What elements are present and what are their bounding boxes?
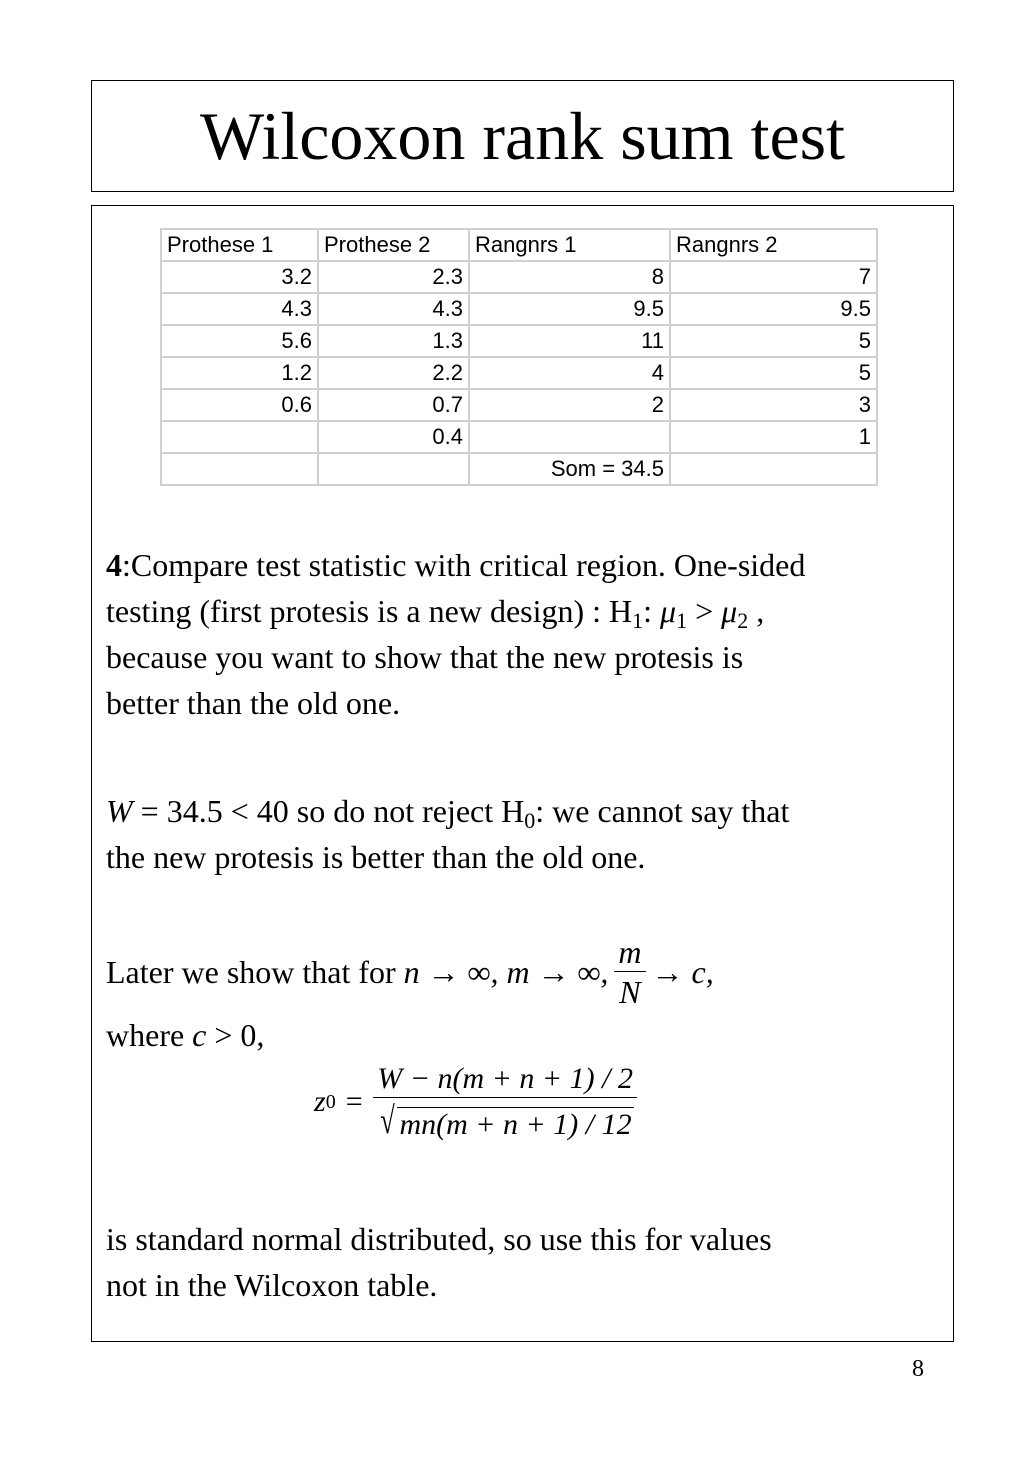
formula-denominator	[373, 1098, 638, 1140]
table-cell	[161, 421, 318, 453]
paragraph-normal-distribution	[106, 1216, 772, 1308]
w-symbol: W	[106, 793, 133, 829]
page-number: 8	[912, 1356, 924, 1382]
text-span: where	[106, 1017, 193, 1053]
table-cell: 11	[469, 325, 670, 357]
subscript: 1	[632, 608, 644, 633]
header-rangnrs-1: Rangnrs 1	[469, 229, 670, 261]
sqrt-body: mn(m + n + 1) / 12	[399, 1108, 632, 1141]
header-rangnrs-2: Rangnrs 2	[670, 229, 877, 261]
content-box	[91, 205, 954, 1342]
rank-sum-cell: Som = 34.5	[469, 453, 670, 485]
table-row	[161, 293, 877, 325]
text-span: testing (first protesis is a new design) : H	[106, 593, 633, 629]
subscript: 2	[737, 608, 749, 633]
limit-expression: → c,	[651, 954, 714, 990]
fraction-denominator: N	[619, 974, 641, 1010]
subscript: 0	[325, 1090, 336, 1113]
formula-fraction	[373, 1064, 638, 1140]
text-span: = 34.5 < 40 so do not reject H	[132, 793, 525, 829]
z-statistic-formula	[314, 1064, 638, 1140]
mu-symbol: μ	[721, 593, 738, 629]
table-cell: 2.2	[318, 357, 469, 389]
table-cell: 9.5	[469, 293, 670, 325]
limit-expression: n → ∞, m → ∞,	[403, 954, 609, 990]
table-cell: 1	[670, 421, 877, 453]
text-span: :	[643, 593, 653, 629]
text-line: the new protesis is better than the old one.	[106, 839, 646, 875]
subscript: 0	[524, 808, 536, 833]
table-cell: 7	[670, 261, 877, 293]
subscript: 1	[676, 608, 688, 633]
z-symbol: z	[314, 1085, 326, 1118]
table-cell	[670, 453, 877, 485]
table-row	[161, 261, 877, 293]
table-cell: 0.4	[318, 421, 469, 453]
table-cell: 5	[670, 325, 877, 357]
text-line: better than the old one.	[106, 685, 401, 721]
slide-title: Wilcoxon rank sum test	[199, 98, 846, 174]
table-row	[161, 421, 877, 453]
table-cell: 5	[670, 357, 877, 389]
header-prothese-2: Prothese 2	[318, 229, 469, 261]
table-cell: 2.3	[318, 261, 469, 293]
title-box	[91, 80, 954, 192]
step-number: 4	[106, 547, 122, 583]
text-line: because you want to show that the new protesis is	[106, 639, 744, 675]
table-cell: 0.7	[318, 389, 469, 421]
rank-table	[160, 228, 878, 486]
table-cell: 4.3	[318, 293, 469, 325]
table-row	[161, 357, 877, 389]
text-span: Later we show that for	[106, 954, 404, 990]
table-cell: 1.3	[318, 325, 469, 357]
table-cell: 4.3	[161, 293, 318, 325]
sqrt-sign	[377, 1102, 634, 1140]
table-header-row	[161, 229, 877, 261]
table-row	[161, 389, 877, 421]
table-cell: 4	[469, 357, 670, 389]
equals-sign: =	[345, 1085, 363, 1118]
table-cell: 1.2	[161, 357, 318, 389]
text-line	[106, 788, 789, 834]
text-line	[106, 542, 805, 588]
table-cell: 3	[670, 389, 877, 421]
text-line	[106, 588, 805, 634]
table-row	[161, 325, 877, 357]
table-cell: 5.6	[161, 325, 318, 357]
table-cell: 8	[469, 261, 670, 293]
fraction-m-over-n	[614, 936, 645, 1008]
text-span: ,	[756, 593, 765, 629]
text-span: > 0,	[206, 1017, 265, 1053]
fraction-numerator: m	[614, 936, 645, 972]
header-prothese-1: Prothese 1	[161, 229, 318, 261]
table-cell	[469, 421, 670, 453]
table-sum-row	[161, 453, 877, 485]
text-line: is standard normal distributed, so use this for values	[106, 1221, 772, 1257]
text-span: : we cannot say that	[535, 793, 790, 829]
table-cell: 2	[469, 389, 670, 421]
c-symbol: c	[192, 1017, 207, 1053]
text-line	[106, 932, 714, 1012]
radical-icon: √	[379, 1100, 395, 1142]
text-line: not in the Wilcoxon table.	[106, 1267, 438, 1303]
text-span: :Compare test statistic with critical region. One-sided	[122, 547, 806, 583]
table-cell: 0.6	[161, 389, 318, 421]
paragraph-critical-region	[106, 542, 805, 726]
table-cell: 9.5	[670, 293, 877, 325]
text-line	[106, 1012, 714, 1058]
text-span: >	[695, 593, 714, 629]
table-cell: 3.2	[161, 261, 318, 293]
formula-numerator: W − n(m + n + 1) / 2	[373, 1064, 637, 1098]
table-cell	[161, 453, 318, 485]
table-cell	[318, 453, 469, 485]
paragraph-asymptotic	[106, 932, 714, 1058]
mu-symbol: μ	[660, 593, 677, 629]
paragraph-conclusion	[106, 788, 789, 880]
